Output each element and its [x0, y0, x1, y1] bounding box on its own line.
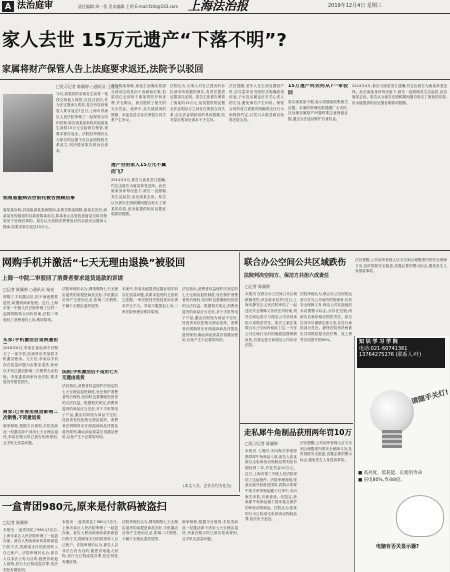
main-body-2: 唐某某诉称,其姐姐唐某患病期间,由被告陈某照顾,唐某去世后,唐某某发现姐姐的存款被陈某取走,陈某表示这笔钱是唐某交给其保管用于处理后事的。原告认为扣除丧葬费用后的余款应由继承人继承,故要求被告返还15万元。 [3, 208, 107, 230]
phone-story-body-6: 本案中,李某未能提供证据证明手机存在质量问题,其要求退货的主张缺乏依据,一审法院判决驳回其诉讼请求并无不当。李某不服提起上诉,二审法院审理后维持原判。 [122, 287, 178, 314]
divider [0, 495, 240, 496]
main-body-4: 2014年4月,被告与唐某签订遗嘱,约定由被告为唐某养老送终。此后唐某身体每况愈下,被告一直照顾其生活起居,直至唐某去世。原告认为被告在照顾期间擅自取走了唐某的存款,但未能提供相应证据证明款项数额。 [111, 178, 166, 217]
cowork-byline: □记者 陈颖婷 [245, 284, 271, 289]
phone-story-byline: □记者 陈颖婷 ○通讯员 杨亮 [3, 287, 55, 292]
qingtuan-byline: □记者 陈颖婷 [3, 520, 29, 525]
phone-story-subhead: 上海一中院二审驳回了消费者要求退货退款的诉请 [2, 276, 124, 282]
advertisement [354, 336, 449, 572]
phone-story-body-1: 网购了手机激活后,因不满意想要退货,却遭到商家拒绝。近日,上海市第一中级人民法院审理了这样一起网络购物合同纠纷案,法院二审驳回了消费者的上诉,维持原判。 [3, 295, 58, 322]
main-subheading-1: 姐姐患重病去世前托被告照顾后事 [3, 196, 75, 201]
main-subhead: 家属将财产保管人告上法庭要求返还,法院予以驳回 [2, 65, 204, 75]
section-name: 法治庭审 [17, 1, 54, 11]
rhino-body-1: 本报讯 入境时,未向海关申报即携带犀牛角制品入境,被告人张某被以走私珍贵动物制品罪判处有期徒刑二年,并处罚金10万元。近日,上海市第三中级人民法院审结了这起案件。法院审理查明,张某从境外旅游回国时,将购买的犀牛角手串等制品藏于行李中,未向海关申报,后被查获。经鉴定,涉案犀牛角制品属于国家重点保护的珍贵动物制品。法院认为,张某的行为已构成走私珍贵动物制品罪,依法应予惩处。 [245, 449, 297, 522]
phone-story-body-7: 法官指出,消费者权益保护法规定的七天无理由退货制度,旨在保护消费者的后悔权,但同时也要兼顾经营者的合法权益。根据相关规定,消费者退货的商品应当完好,对于手机等电子产品,激活后即视为商品不完好,经营者有权拒绝无理由退货。消费者在网购时应仔细阅读商品详情及退货规则,确认商品质量后再激活使用,以免产生不必要的纠纷。 [182, 287, 238, 343]
lightbulb-base-icon [382, 430, 402, 448]
rhino-body-2: 法官提醒,公共场所管理人应当尽到合理限度内的安全保障义务,及时排除安全隐患,设置必要的警示标志,避免发生人身损害事故。 [300, 441, 352, 463]
rhino-headline: 走私犀牛角制品获刑两年罚10万 [244, 428, 352, 437]
phone-story-body-5: 法官指出,消费者权益保护法规定的七天无理由退货制度,旨在保护消费者的后悔权,但同时也要兼顾经营者的合法权益。根据相关规定,消费者退货的商品应当完好,对于手机等电子产品,激活后即视为商品不完好,经营者有权拒绝无理由退货。消费者在网购时应仔细阅读商品详情及退货规则,确认商品质量后再激活使用,以免产生不必要的纠纷。 [62, 384, 118, 440]
phone-story-body-3: 商家辩称,根据平台规则,手机类商品一经激活即不适用七天无理由退货,李某在购买时已被告知该规则,且手机无质量问题。 [3, 424, 58, 446]
qingtuan-body-3: 法院审理后认为,网络购物七天无理由退货的前提是商品完好,手机激活后即产生使用记录,影响二次销售,不属于无理由退货范围。 [122, 520, 178, 542]
phone-story-body-4: 法院审理后认为,网络购物七天无理由退货的前提是商品完好,手机激活后即产生使用记录,影响二次销售,不属于无理由退货范围。 [62, 287, 118, 309]
qingtuan-body-1: 本报讯 一盒青团花了980元?近日,上海市某区人民法院审理了一起盗窃案。被告人利用商家收款码被盗扫的方式,将顾客支付的款项转入自己账户。法院审理后认为,被告人以非法占有为目的,秘密窃取他人财物,其行为已构成盗窃罪,依法判处有期徒刑。 [3, 528, 58, 572]
main-body-7: 原告唐某某不服,表示将继续收集相关证据。本案的审理结果提醒广大市民,在处理亲属财产问题时要注意保留证据,通过合法途径维护自身权益。 [288, 100, 348, 122]
ad-bullet: ■ 省电80%,寿命8倍。 [358, 478, 405, 483]
phone-story-subheading-3: 法院:手机激活后不适用七天无理由退货 [62, 370, 118, 381]
phone-story-body-2: 2018年6月,李某在某电商平台购买了一部手机,收到货后李某将手机激活使用。几天后,李某以手机存在质量问题为由要求退货,商家以手机已激活影响二次销售为由拒绝。李某遂将商家诉至法院,要求退货并赔偿损失。 [3, 346, 58, 385]
editor-credits: 责任编辑 周一恒 美术编辑 王明 E-mail:fzrb@163.com [78, 4, 179, 9]
main-body-8: 2014年4月,被告与唐某签订遗嘱,约定由被告为唐某养老送终。此后唐某身体每况愈下,被告一直照顾其生活起居,直至唐某去世。原告认为被告在照顾期间擅自取走了唐某的存款,但未能提供相应证据证明款项数额。 [352, 84, 447, 106]
main-body-1: 今后,如果你的亲戚在生前将一笔钱交给他人保管,在其过世后,作为法定继承人的你,是否有权向保管人要求返还?近日,上海市青浦区人民法院审理了一起保管合同纠纷案,原告唐某某诉称其姐唐某生前将15万元交给被告保管,现要求被告返还。法院经审理后认为原告的证据不足以证明保管关系成立,判决驳回原告的诉讼请求。 [56, 92, 108, 154]
ad-illustration [396, 495, 444, 537]
ad-contact-mobile: 13764275276 (联系人:叶) [359, 352, 422, 358]
ad-slogan: 请随手关灯! [410, 388, 450, 406]
issue-date: 2019年12月4日 星期三 [328, 3, 382, 9]
cowork-body-1: 本报讯 在联合办公空间公共区域跌倒受伤,该由谁来担责?近日,上海市静安区人民法院审结了一起违反安全保障义务责任纠纷案,判决空间运营方与保洁公司共同承担六成赔偿责任。原告王某在某联合办公空间内租用工位,一天在公共区域行走时因地面湿滑摔倒致伤,后将运营方和保洁公司诉至法院。 [245, 292, 297, 348]
newspaper-name: 上海法治报 [188, 0, 249, 13]
main-byline: □见习记者 陈颖婷 ○通讯员 王佳佳 [56, 84, 120, 89]
ad-note: 电脑有否关显示器? [376, 544, 419, 550]
divider [0, 250, 450, 251]
ad-bullets [358, 470, 422, 484]
phone-story-headline: 网购手机并激活“七天无理由退换”被驳回 [2, 258, 186, 269]
cowork-body-3: 法官提醒,公共场所管理人应当尽到合理限度内的安全保障义务,及时排除安全隐患,设置必要的警示标志,避免发生人身损害事故。 [355, 258, 447, 274]
main-body-5: 法院认为,当事人对自己提出的诉讼请求所依据的事实,有责任提供证据加以证明。原告主张被告保管了唐某的15万元,但其提供的证据无法证明双方之间存在保管合同关系,亦无法证明款项的具体数额,故对原告的诉讼请求不予支持。 [170, 84, 225, 123]
rhino-byline: □见习记者 陈颖婷 [245, 441, 279, 446]
qingtuan-body-4: 商家辩称,根据平台规则,手机类商品一经激活即不适用七天无理由退货,李某在购买时已被告知该规则,且手机无质量问题。 [182, 520, 238, 542]
cowork-body-2: 法院审理认为,联合办公空间的运营方作为公共场所的管理者,负有安全保障义务,保洁公司在拖地后未设置警示标志,亦存在过错,两被告应承担相应赔偿责任。原告自身未尽谨慎注意义务,应自行承担部分责任。最终法院判决两被告共同赔偿原告医疗费、误工费等各项损失的60%。 [300, 292, 352, 342]
ad-contact-phone: 电话:021-60741361 [359, 345, 408, 352]
phone-story-subheading-2: 商家:已有使用痕迹影响二次销售,不同意退货 [3, 410, 58, 421]
lightbulb-icon [370, 390, 414, 434]
phone-story-note: (本文人名、企业名均为化名) [183, 483, 232, 488]
cowork-headline: 联合办公空间公共区域跌伤 [244, 258, 347, 268]
article-photo [3, 94, 53, 172]
main-body-3: 被告陈某辩称,唐某生前确实将部分款项交给其用于治病和后事,但款项已全部用于唐某的医疗和丧葬,并无剩余。被告提供了相关的支出凭证。庭审中,双方就款项的数额、用途及是否存在保管合同关系产生争议。 [111, 84, 166, 123]
ad-contact-box [357, 338, 445, 368]
column-rule [239, 252, 240, 492]
qingtuan-headline: 一盒青团980元,原来是付款码被盗扫 [2, 502, 167, 513]
cowork-subhead: 法院判决空间方、保洁方共担六成责任 [244, 273, 330, 279]
main-subheading-2: 遗产空的家人15万元不翼而飞? [111, 163, 166, 175]
phone-story-subheading-1: 买家:手机激活后退换遭拒 [3, 338, 58, 343]
section-badge: A [2, 1, 14, 12]
ad-contact-title: 知 识 学 习 学 院 [359, 339, 398, 345]
main-subheading-3: 15万遗产何去何从?一审驳回 [288, 84, 348, 96]
main-body-6: 法官提醒,老年人在生前处置财产时,应尽量采用书面形式明确款项用途,子女及亲属也应多关心老人的生活,避免事后产生纠纷。保管合同的成立需要有明确的交付行为和保管约定,仅凭口头陈述难以获得法院支持。 [229, 84, 284, 123]
divider [240, 423, 353, 424]
ad-bullet: ■ 高亮度、低耗能、长使用寿命 [358, 471, 423, 476]
main-headline: 家人去世 15万元遗产“下落不明”? [2, 30, 288, 51]
divider [0, 79, 450, 80]
qingtuan-body-2: 本报讯 一盒青团花了980元?近日,上海市某区人民法院审理了一起盗窃案。被告人利用商家收款码被盗扫的方式,将顾客支付的款项转入自己账户。法院审理后认为,被告人以非法占有为目的,秘密窃取他人财物,其行为已构成盗窃罪,依法判处有期徒刑。 [62, 520, 118, 564]
